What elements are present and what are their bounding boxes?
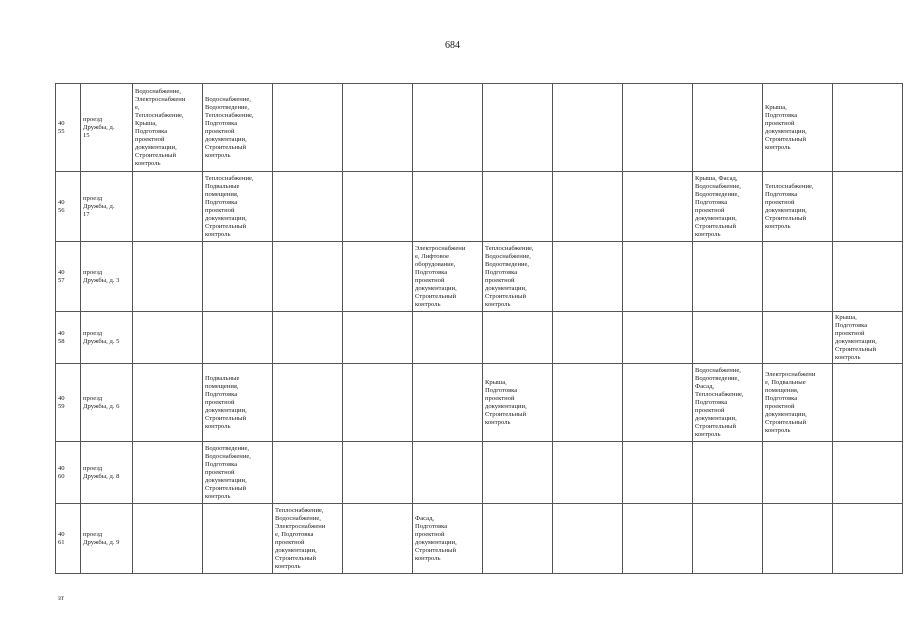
row-number-cell: [56, 504, 81, 574]
work-type-cell: [413, 242, 483, 312]
row-number-cell: [56, 242, 81, 312]
cell-text-line: 40: [58, 198, 65, 206]
cell-text-line: Дружбы, д.: [83, 202, 115, 210]
empty-cell: [203, 504, 273, 574]
empty-cell: [553, 172, 623, 242]
cell-text-line: 59: [58, 402, 65, 410]
cell-text-line: 57: [58, 276, 65, 284]
cell-text-line: Строительный: [205, 222, 246, 230]
cell-text-line: 55: [58, 127, 65, 135]
cell-text-line: Водоснабжение,: [695, 182, 741, 190]
cell-text-line: Строительный: [135, 151, 176, 159]
row-number-cell: [56, 312, 81, 364]
cell-text-line: документации,: [205, 406, 247, 414]
cell-text-line: документации,: [415, 538, 457, 546]
table-row: [56, 364, 903, 442]
cell-text-line: е,: [135, 103, 140, 111]
cell-text-line: Подготовка: [765, 394, 798, 402]
cell-text-line: Строительный: [835, 345, 876, 353]
cell-text-line: Строительный: [415, 546, 456, 554]
cell-text-line: Дружбы, д. 8: [83, 472, 120, 480]
cell-text-line: контроль: [415, 554, 441, 562]
table-row: [56, 172, 903, 242]
cell-text-line: документации,: [765, 410, 807, 418]
table-row: [56, 312, 903, 364]
empty-cell: [343, 172, 413, 242]
cell-text-line: Водоотведение,: [695, 190, 740, 198]
cell-text-line: контроль: [415, 300, 441, 308]
cell-text-line: Водоснабжение,: [205, 452, 251, 460]
cell-text-line: контроль: [205, 230, 231, 238]
empty-cell: [343, 242, 413, 312]
cell-text-line: 40: [58, 394, 65, 402]
cell-text-line: контроль: [275, 562, 301, 570]
empty-cell: [693, 504, 763, 574]
cell-text-line: 40: [58, 530, 65, 538]
cell-text-line: контроль: [135, 159, 161, 167]
cell-text-line: документации,: [485, 284, 527, 292]
cell-text-line: Дружбы, д. 9: [83, 538, 120, 546]
cell-text-line: документации,: [205, 135, 247, 143]
work-type-cell: [133, 84, 203, 172]
cell-text-line: Дружбы, д. 3: [83, 276, 120, 284]
empty-cell: [413, 84, 483, 172]
cell-text-line: документации,: [205, 476, 247, 484]
empty-cell: [763, 242, 833, 312]
cell-text-line: проезд: [83, 530, 103, 538]
address-cell: [81, 442, 133, 504]
cell-text-line: Строительный: [765, 214, 806, 222]
cell-text-line: 40: [58, 119, 65, 127]
cell-text-line: Строительный: [275, 554, 316, 562]
cell-text-line: Водоснабжение,: [275, 514, 321, 522]
address-cell: [81, 312, 133, 364]
cell-text-line: контроль: [205, 151, 231, 159]
cell-text-line: помещения,: [205, 190, 239, 198]
cell-text-line: Подвальные: [205, 182, 240, 190]
empty-cell: [833, 504, 903, 574]
empty-cell: [343, 84, 413, 172]
empty-cell: [413, 364, 483, 442]
empty-cell: [693, 312, 763, 364]
cell-text-line: документации,: [205, 214, 247, 222]
empty-cell: [623, 364, 693, 442]
cell-text-line: документации,: [835, 337, 877, 345]
cell-text-line: проезд: [83, 268, 103, 276]
cell-text-line: Крыша,: [135, 119, 157, 127]
cell-text-line: проектной: [765, 198, 795, 206]
empty-cell: [483, 312, 553, 364]
cell-text-line: Строительный: [205, 484, 246, 492]
cell-text-line: проектной: [205, 127, 235, 135]
cell-text-line: Крыша,: [485, 378, 507, 386]
cell-text-line: Подготовка: [135, 127, 168, 135]
empty-cell: [693, 442, 763, 504]
cell-text-line: Подготовка: [695, 198, 728, 206]
table-row: [56, 442, 903, 504]
cell-text-line: 17: [83, 210, 90, 218]
cell-text-line: Дружбы, д. 5: [83, 337, 120, 345]
cell-text-line: документации,: [765, 206, 807, 214]
cell-text-line: документации,: [275, 546, 317, 554]
work-type-cell: [203, 364, 273, 442]
cell-text-line: Крыша, Фасад,: [695, 174, 738, 182]
cell-text-line: помещения,: [765, 386, 799, 394]
cell-text-line: документации,: [695, 414, 737, 422]
empty-cell: [343, 364, 413, 442]
cell-text-line: проектной: [695, 406, 725, 414]
cell-text-line: проектной: [765, 119, 795, 127]
cell-text-line: Подготовка: [835, 321, 868, 329]
empty-cell: [413, 172, 483, 242]
cell-text-line: проезд: [83, 329, 103, 337]
empty-cell: [553, 504, 623, 574]
empty-cell: [273, 242, 343, 312]
empty-cell: [553, 242, 623, 312]
work-type-cell: [273, 504, 343, 574]
cell-text-line: проектной: [415, 530, 445, 538]
empty-cell: [133, 312, 203, 364]
cell-text-line: проезд: [83, 115, 103, 123]
empty-cell: [623, 504, 693, 574]
row-number-cell: [56, 172, 81, 242]
cell-text-line: е, Подготовка: [275, 530, 314, 538]
empty-cell: [833, 442, 903, 504]
cell-text-line: Теплоснабжение,: [485, 244, 534, 252]
cell-text-line: контроль: [835, 353, 861, 361]
work-type-cell: [483, 242, 553, 312]
cell-text-line: е, Подвальные: [765, 378, 806, 386]
cell-text-line: контроль: [485, 300, 511, 308]
table-row: [56, 504, 903, 574]
address-cell: [81, 84, 133, 172]
cell-text-line: Подготовка: [695, 398, 728, 406]
cell-text-line: Строительный: [485, 292, 526, 300]
work-type-cell: [833, 312, 903, 364]
cell-text-line: Теплоснабжение,: [765, 182, 814, 190]
empty-cell: [133, 172, 203, 242]
cell-text-line: Дружбы, д.: [83, 123, 115, 131]
empty-cell: [413, 442, 483, 504]
cell-text-line: Подготовка: [765, 111, 798, 119]
cell-text-line: документации,: [765, 127, 807, 135]
cell-text-line: Подготовка: [485, 268, 518, 276]
cell-text-line: 58: [58, 337, 65, 345]
empty-cell: [833, 172, 903, 242]
cell-text-line: Электроснабжени: [415, 244, 466, 252]
address-cell: [81, 504, 133, 574]
cell-text-line: контроль: [485, 418, 511, 426]
empty-cell: [763, 312, 833, 364]
empty-cell: [483, 172, 553, 242]
cell-text-line: 61: [58, 538, 65, 546]
empty-cell: [693, 84, 763, 172]
address-cell: [81, 242, 133, 312]
cell-text-line: проектной: [765, 402, 795, 410]
work-type-cell: [203, 172, 273, 242]
cell-text-line: Водоотведение,: [205, 444, 250, 452]
cell-text-line: Водоотведение,: [205, 103, 250, 111]
empty-cell: [133, 442, 203, 504]
cell-text-line: Электроснабжени: [765, 370, 816, 378]
table-row: [56, 84, 903, 172]
cell-text-line: оборудование,: [415, 260, 456, 268]
cell-text-line: Строительный: [765, 135, 806, 143]
cell-text-line: проезд: [83, 464, 103, 472]
work-type-cell: [763, 84, 833, 172]
empty-cell: [273, 172, 343, 242]
empty-cell: [343, 442, 413, 504]
empty-cell: [273, 312, 343, 364]
cell-text-line: Дружбы, д. 6: [83, 402, 120, 410]
address-cell: [81, 172, 133, 242]
cell-text-line: е, Лифтовое: [415, 252, 449, 260]
footer-mark: зт: [58, 594, 64, 602]
cell-text-line: Теплоснабжение,: [205, 174, 254, 182]
empty-cell: [273, 364, 343, 442]
cell-text-line: Строительный: [695, 422, 736, 430]
empty-cell: [553, 84, 623, 172]
cell-text-line: контроль: [765, 143, 791, 151]
cell-text-line: Водоснабжение,: [205, 95, 251, 103]
cell-text-line: 40: [58, 329, 65, 337]
cell-text-line: проектной: [205, 398, 235, 406]
cell-text-line: Водоотведение,: [695, 374, 740, 382]
cell-text-line: Строительный: [485, 410, 526, 418]
cell-text-line: Водоснабжение,: [135, 87, 181, 95]
empty-cell: [623, 172, 693, 242]
empty-cell: [133, 242, 203, 312]
empty-cell: [413, 312, 483, 364]
empty-cell: [833, 84, 903, 172]
cell-text-line: Электроснабжени: [135, 95, 186, 103]
cell-text-line: Строительный: [205, 414, 246, 422]
empty-cell: [553, 442, 623, 504]
page-number: 684: [445, 40, 460, 51]
work-type-cell: [763, 172, 833, 242]
empty-cell: [343, 504, 413, 574]
cell-text-line: 56: [58, 206, 65, 214]
cell-text-line: Теплоснабжение,: [695, 390, 744, 398]
cell-text-line: документации,: [485, 402, 527, 410]
cell-text-line: проектной: [275, 538, 305, 546]
cell-text-line: проектной: [835, 329, 865, 337]
empty-cell: [483, 504, 553, 574]
row-number-cell: [56, 442, 81, 504]
work-type-cell: [693, 172, 763, 242]
cell-text-line: документации,: [695, 214, 737, 222]
cell-text-line: Фасад,: [415, 514, 435, 522]
empty-cell: [763, 442, 833, 504]
empty-cell: [203, 312, 273, 364]
cell-text-line: Подготовка: [205, 198, 238, 206]
empty-cell: [623, 84, 693, 172]
cell-text-line: проезд: [83, 394, 103, 402]
cell-text-line: контроль: [765, 222, 791, 230]
work-type-cell: [763, 364, 833, 442]
cell-text-line: Водоотведение,: [485, 260, 530, 268]
repair-schedule-table: [55, 83, 903, 574]
cell-text-line: 40: [58, 268, 65, 276]
cell-text-line: проектной: [205, 206, 235, 214]
cell-text-line: контроль: [205, 422, 231, 430]
table-row: [56, 242, 903, 312]
empty-cell: [693, 242, 763, 312]
cell-text-line: Подвальные: [205, 374, 240, 382]
empty-cell: [273, 84, 343, 172]
work-type-cell: [413, 504, 483, 574]
cell-text-line: контроль: [695, 430, 721, 438]
cell-text-line: 40: [58, 464, 65, 472]
cell-text-line: Теплоснабжение,: [275, 506, 324, 514]
cell-text-line: Подготовка: [415, 268, 448, 276]
empty-cell: [833, 364, 903, 442]
cell-text-line: Строительный: [205, 143, 246, 151]
cell-text-line: контроль: [205, 492, 231, 500]
cell-text-line: документации,: [415, 284, 457, 292]
cell-text-line: Строительный: [695, 222, 736, 230]
empty-cell: [623, 242, 693, 312]
work-type-cell: [203, 442, 273, 504]
empty-cell: [623, 442, 693, 504]
cell-text-line: помещения,: [205, 382, 239, 390]
cell-text-line: контроль: [765, 426, 791, 434]
address-cell: [81, 364, 133, 442]
cell-text-line: Водоснабжение,: [695, 366, 741, 374]
empty-cell: [553, 312, 623, 364]
cell-text-line: Подготовка: [415, 522, 448, 530]
cell-text-line: Электроснабжени: [275, 522, 326, 530]
cell-text-line: Подготовка: [765, 190, 798, 198]
cell-text-line: проектной: [415, 276, 445, 284]
empty-cell: [133, 364, 203, 442]
work-type-cell: [203, 84, 273, 172]
empty-cell: [133, 504, 203, 574]
cell-text-line: проектной: [695, 206, 725, 214]
cell-text-line: проектной: [135, 135, 165, 143]
empty-cell: [343, 312, 413, 364]
empty-cell: [553, 364, 623, 442]
cell-text-line: Фасад,: [695, 382, 715, 390]
cell-text-line: Крыша,: [835, 313, 857, 321]
empty-cell: [203, 242, 273, 312]
empty-cell: [833, 242, 903, 312]
cell-text-line: Строительный: [415, 292, 456, 300]
cell-text-line: проектной: [485, 394, 515, 402]
cell-text-line: Водоснабжение,: [485, 252, 531, 260]
work-type-cell: [693, 364, 763, 442]
cell-text-line: проезд: [83, 194, 103, 202]
cell-text-line: Подготовка: [205, 390, 238, 398]
cell-text-line: Подготовка: [205, 460, 238, 468]
row-number-cell: [56, 364, 81, 442]
empty-cell: [763, 504, 833, 574]
cell-text-line: документации,: [135, 143, 177, 151]
cell-text-line: контроль: [695, 230, 721, 238]
work-type-cell: [483, 364, 553, 442]
empty-cell: [273, 442, 343, 504]
cell-text-line: Теплоснабжение,: [135, 111, 184, 119]
cell-text-line: Строительный: [765, 418, 806, 426]
empty-cell: [483, 442, 553, 504]
row-number-cell: [56, 84, 81, 172]
empty-cell: [623, 312, 693, 364]
cell-text-line: Крыша,: [765, 103, 787, 111]
cell-text-line: Подготовка: [485, 386, 518, 394]
cell-text-line: Подготовка: [205, 119, 238, 127]
cell-text-line: проектной: [485, 276, 515, 284]
empty-cell: [483, 84, 553, 172]
cell-text-line: 15: [83, 131, 90, 139]
cell-text-line: проектной: [205, 468, 235, 476]
cell-text-line: 60: [58, 472, 65, 480]
cell-text-line: Теплоснабжение,: [205, 111, 254, 119]
